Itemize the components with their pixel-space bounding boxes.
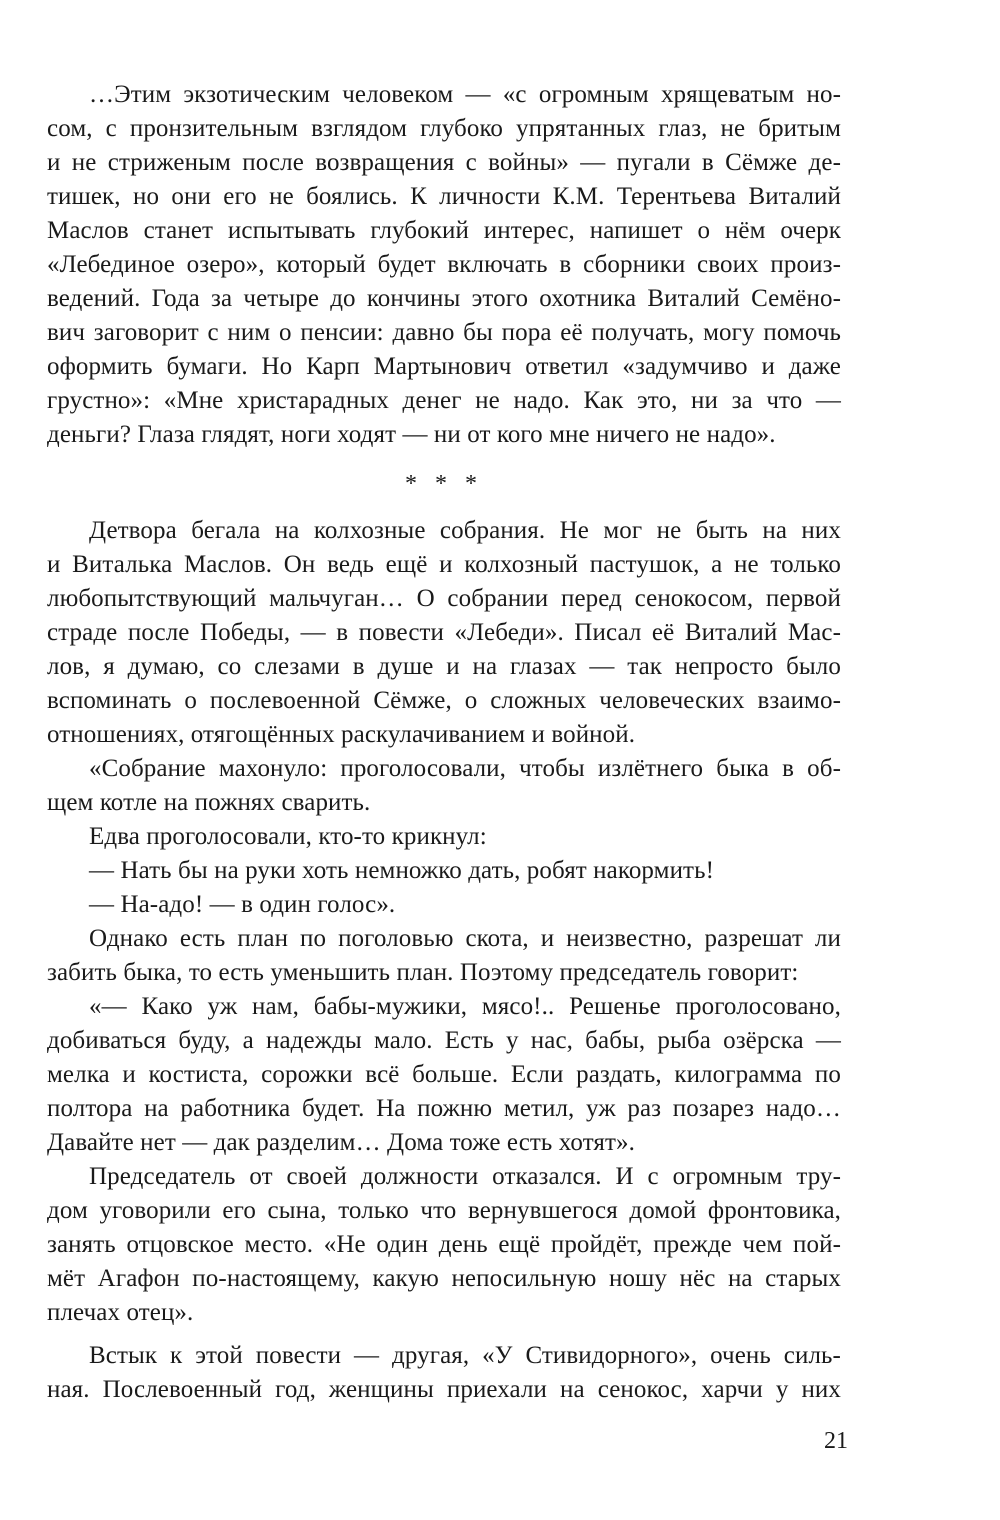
text-line: сом, с пронзительным взглядом глубоко упрятанных глаз, не бритым — [47, 115, 841, 142]
paragraph — [47, 1339, 841, 1407]
paragraph — [47, 854, 841, 888]
text-line: тишек, но они его не боялись. К личности К.М. Терентьева Виталий — [47, 183, 841, 210]
text-line: любопытствующий мальчуган… О собрании перед сенокосом, первой — [47, 585, 841, 612]
page-number: 21 — [824, 1428, 848, 1454]
text-line: добиваться буду, а надежды мало. Есть у нас, бабы, рыба озёрска — — [47, 1027, 841, 1054]
paragraph — [47, 78, 841, 452]
text-line: вич заговорит с ним о пенсии: давно бы пора её получать, могу помочь — [47, 319, 841, 346]
text-line: оформить бумаги. Но Карп Мартынович ответил «задумчиво и даже — [47, 353, 841, 380]
text-line: ведений. Года за четыре до кончины этого охотника Виталий Семёно- — [47, 285, 841, 312]
text-line: мелка и костиста, сорожки всё больше. Если раздать, килограмма по — [47, 1061, 841, 1088]
paragraph — [47, 888, 841, 922]
text-line: Председатель от своей должности отказался. И с огромным тру- — [89, 1163, 841, 1190]
text-line: — Нать бы на руки хоть немножко дать, робят накормить! — [89, 857, 715, 884]
text-line: Давайте нет — дак разделим… Дома тоже есть хотят». — [47, 1129, 635, 1156]
text-line: страде после Победы, — в повести «Лебеди». Писал её Виталий Мас- — [47, 619, 841, 646]
text-line: — На-адо! — в один голос». — [89, 891, 396, 918]
paragraph — [47, 990, 841, 1160]
text-line: лов, я думаю, со слезами в душе и на глазах — так непросто было — [47, 653, 841, 680]
page-body — [47, 78, 841, 1407]
paragraph — [47, 752, 841, 820]
paragraph — [47, 1160, 841, 1330]
text-line: вспоминать о послевоенной Сёмже, о сложных человеческих взаимо- — [47, 687, 841, 714]
text-line: Детвора бегала на колхозные собрания. Не мог не быть на них — [89, 517, 841, 544]
text-line: забить быка, то есть уменьшить план. Поэтому председатель говорит: — [47, 959, 799, 986]
text-line: Однако есть план по поголовью скота, и неизвестно, разрешат ли — [89, 925, 841, 952]
text-line: «Собрание махонуло: проголосовали, чтобы излётнего быка в об- — [89, 755, 841, 782]
text-line: «Лебединое озеро», который будет включать в сборники своих произ- — [47, 251, 841, 278]
text-line: плечах отец». — [47, 1299, 194, 1326]
paragraph-gap — [47, 1330, 841, 1339]
text-line: Встык к этой повести — другая, «У Стивидорного», очень силь- — [89, 1342, 841, 1369]
paragraph — [47, 514, 841, 752]
text-line: и не стриженым после возвращения с войны» — пугали в Сёмже де- — [47, 149, 841, 176]
text-line: мёт Агафон по-настоящему, какую непосильную ношу нёс на старых — [47, 1265, 841, 1292]
text-line: грустно»: «Мне христарадных денег не надо. Как это, ни за что — — [47, 387, 841, 414]
paragraph — [47, 820, 841, 854]
text-line: ная. Послевоенный год, женщины приехали на сенокос, харчи у них — [47, 1376, 841, 1403]
text-line: занять отцовское место. «Не один день ещё пройдёт, прежде чем пой- — [47, 1231, 841, 1258]
text-line: дом уговорили его сына, только что вернувшегося домой фронтовика, — [47, 1197, 841, 1224]
text-line: отношениях, отягощённых раскулачиванием и войной. — [47, 721, 636, 748]
text-line: «— Како уж нам, бабы-мужики, мясо!.. Решенье проголосовано, — [89, 993, 841, 1020]
text-line: деньги? Глаза глядят, ноги ходят — ни от кого мне ничего не надо». — [47, 421, 776, 448]
text-line: и Виталька Маслов. Он ведь ещё и колхозный пастушок, а не только — [47, 551, 841, 578]
text-line: полтора на работника будет. На пожню метил, уж раз позарез надо… — [47, 1095, 841, 1122]
text-line: щем котле на пожнях сварить. — [47, 789, 371, 816]
text-line: …Этим экзотическим человеком — «с огромным хрящеватым но- — [89, 81, 841, 108]
text-line: Маслов станет испытывать глубокий интерес, напишет о нём очерк — [47, 217, 841, 244]
section-separator: * * * — [405, 471, 483, 497]
text-line: Едва проголосовали, кто-то крикнул: — [89, 823, 487, 850]
paragraph — [47, 922, 841, 990]
